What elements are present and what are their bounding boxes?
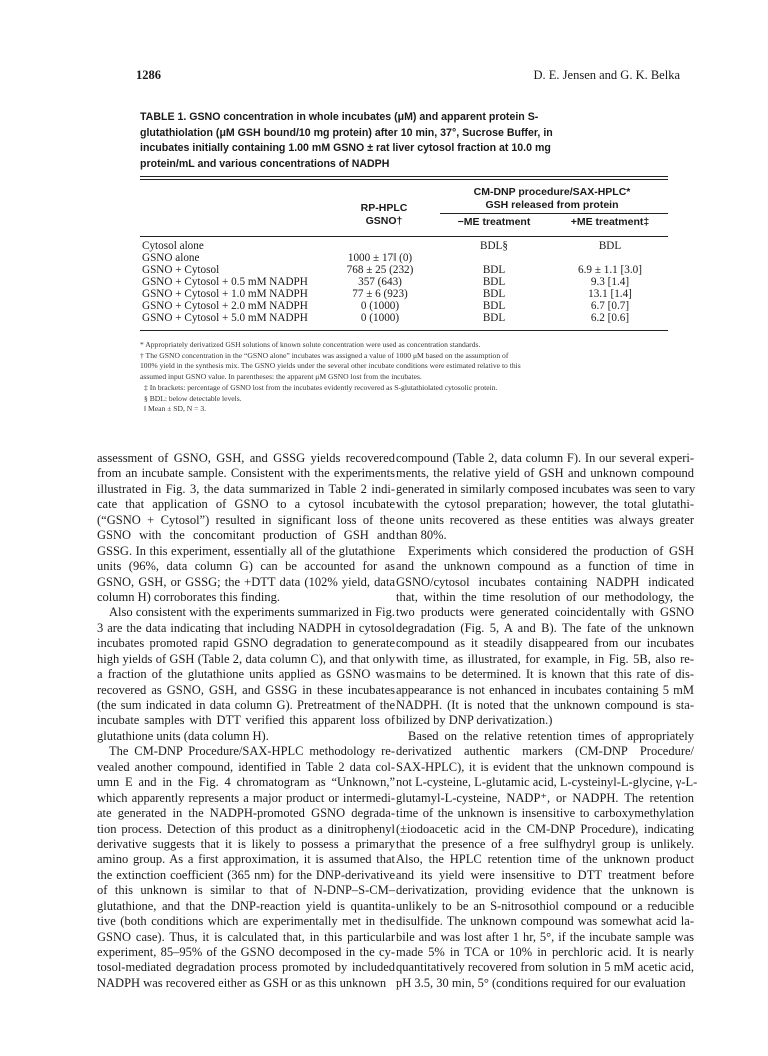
table-row xyxy=(140,240,668,252)
text-line: appearance is not enhanced in incubates containing 5 mM xyxy=(396,682,694,697)
text-line: derivatized authentic markers (CM-DNP Procedure/ xyxy=(396,744,694,759)
text-line: made 5% in TCA or 10% in perchloric acid. It is nearly xyxy=(396,945,694,959)
table-row xyxy=(140,300,668,312)
text-line: The CM-DNP Procedure/SAX-HPLC methodology re- xyxy=(109,744,395,759)
cell-me-minus: BDL xyxy=(482,312,506,324)
running-authors: D. E. Jensen and G. K. Belka xyxy=(533,68,680,82)
table-row xyxy=(140,312,668,324)
text-line: Also, the HPLC retention time of the unknown product xyxy=(396,852,694,867)
cell-me-minus: BDL xyxy=(482,300,506,312)
table-row xyxy=(140,252,668,264)
text-line: a fraction of the glutathione units applied as GSNO was xyxy=(97,667,395,682)
cell-me-minus: BDL xyxy=(482,264,506,276)
text-line: recovered as GSNO, GSH, and GSSG in these incubates xyxy=(97,682,395,697)
cell-me-plus: 6.9 ± 1.1 [3.0] xyxy=(578,264,642,276)
caption-line: TABLE 1. GSNO concentration in whole incubates (μM) and apparent protein S- xyxy=(140,111,539,123)
text-line: amino group. As a first approximation, it is assumed that xyxy=(97,852,395,867)
text-line: that the presence of a free sulfhydryl group is unlikely. xyxy=(396,836,694,851)
text-line: and its yield were insensitive to DTT treatment before xyxy=(396,867,694,882)
text-line: NADPH. (It is noted that the unknown compound is sta- xyxy=(396,698,694,712)
text-line: disulfide. The unknown compound was somewhat acid la- xyxy=(396,914,694,929)
body-column-left xyxy=(97,451,395,991)
header-me-minus: −ME treatment xyxy=(457,216,531,228)
text-line: GSNO, GSH, or GSSG; the +DTT data (102% yield, data xyxy=(97,574,395,589)
cell-me-plus: 9.3 [1.4] xyxy=(590,276,630,288)
cell-condition: GSNO + Cytosol xyxy=(142,264,220,276)
footnote: 100% yield in the synthesis mix. The GSNO yields under the several other incubate conditions were estimated relative to this xyxy=(140,361,521,371)
header-rp-hplc xyxy=(336,202,432,228)
cell-condition: GSNO + Cytosol + 0.5 mM NADPH xyxy=(142,276,308,288)
text-line: incubate samples with DTT verified this apparent loss of xyxy=(97,713,395,728)
table-caption xyxy=(140,110,668,172)
footnote: assumed input GSNO value. In parentheses: the apparent μM GSNO lost from the incubates. xyxy=(140,372,422,382)
text-line: (±iodoacetic acid in the CM-DNP Procedure), indicating xyxy=(396,821,694,836)
cell-rp-hplc: 768 ± 25 (232) xyxy=(346,264,414,276)
cell-rp-hplc: 1000 ± 17‖ (0) xyxy=(347,252,413,264)
header-line: GSNO† xyxy=(365,215,403,227)
header-line: GSH released from protein xyxy=(485,199,619,211)
page-number: 1286 xyxy=(136,68,161,82)
header-cm-dnp-group xyxy=(436,186,668,212)
cell-rp-hplc: 77 ± 6 (923) xyxy=(352,288,408,300)
text-line: Based on the relative retention times of appropriately xyxy=(408,728,694,743)
text-line: bilized by DNP derivatization.) xyxy=(396,713,553,728)
footnote: § BDL: below detectable levels. xyxy=(144,393,242,403)
text-line: GSSG. In this experiment, essentially all of the glutathione xyxy=(97,543,395,558)
table-row xyxy=(140,288,668,300)
text-line: the extinction coefficient (365 nm) for the DNP-derivative xyxy=(97,867,395,882)
text-line: illustrated in Fig. 3, the data summarized in Table 2 indi- xyxy=(97,481,395,496)
text-line: tion process. Detection of this product as a dinitrophenyl xyxy=(97,821,395,836)
running-head xyxy=(136,68,680,84)
text-line: units (96%, data column G) can be accounted for as xyxy=(97,559,395,574)
table-bottom-rule xyxy=(140,330,668,331)
table-header xyxy=(140,182,668,234)
text-line: NADPH was recovered either as GSH or as this unknown xyxy=(97,975,387,990)
text-line: of this unknown is similar to that of N-DNP–S-CM– xyxy=(97,883,395,898)
text-line: glutamyl-L-cysteine, NADP⁺, or NADPH. The retention xyxy=(396,790,694,805)
text-line: (“GSNO + Cytosol”) resulted in significant loss of the xyxy=(97,512,395,527)
text-line: glutathione units (data column H). xyxy=(97,728,269,743)
cell-me-plus: 6.2 [0.6] xyxy=(590,312,630,324)
text-line: tive (both conditions which are experimentally met in the xyxy=(97,914,395,929)
text-line: 3 are the data indicating that including NADPH in cytosol xyxy=(97,620,395,635)
footnote: ‡ In brackets: percentage of GSNO lost from the incubates evidently recovered as S-glutathiolated cytosolic protein. xyxy=(144,382,498,392)
text-line: umn E and in the Fig. 4 chromatogram as “Unknown,” xyxy=(97,775,395,790)
cell-condition: GSNO + Cytosol + 5.0 mM NADPH xyxy=(142,312,308,324)
text-line: and the unknown compound as a function of time in xyxy=(396,559,694,574)
text-line: bile and was lost after 1 hr, 5°, if the incubate sample was xyxy=(396,929,694,944)
text-line: assessment of GSNO, GSH, and GSSG yields recovered xyxy=(97,451,395,465)
header-line: CM-DNP procedure/SAX-HPLC* xyxy=(473,186,631,198)
text-line: compound (Table 2, data column F). In our several experi- xyxy=(396,451,694,465)
text-line: Also consistent with the experiments summarized in Fig. xyxy=(109,605,395,620)
caption-line: glutathiolation (μM GSH bound/10 mg protein) after 10 min, 37°, Sucrose Buffer, in xyxy=(140,126,553,139)
footnote: ‖ Mean ± SD, N = 3. xyxy=(144,404,207,414)
body-column-right xyxy=(396,451,698,991)
text-line: unlikely to be an S-nitrosothiol compound or a reducible xyxy=(396,898,694,913)
text-line: with the cytosol preparation; however, the total glutathi- xyxy=(396,497,694,512)
header-me-plus: +ME treatment‡ xyxy=(570,216,650,228)
text-line: tosol-mediated degradation process promoted by included xyxy=(97,960,395,975)
cell-me-plus: BDL xyxy=(598,240,622,252)
caption-line: incubates initially containing 1.00 mM GSNO ± rat liver cytosol fraction at 10.0 mg xyxy=(140,142,551,154)
text-line: two products were generated coincidentally with GSNO xyxy=(396,605,694,620)
text-line: generated in similarly composed incubates was seen to vary xyxy=(396,481,696,496)
cell-me-minus: BDL§ xyxy=(480,240,508,252)
cell-condition: GSNO + Cytosol + 1.0 mM NADPH xyxy=(142,288,308,300)
text-line: experiment, 85–95% of the GSNO decomposed in the cy- xyxy=(97,945,395,959)
table-row xyxy=(140,264,668,276)
footnote: * Appropriately derivatized GSH solutions of known solute concentration were used as concentration standards. xyxy=(140,340,481,349)
text-line: one units recovered as these entities was always greater xyxy=(396,512,694,527)
table-body xyxy=(140,240,668,324)
text-line: not L-cysteine, L-glutamic acid, L-cysteinyl-L-glycine, γ-L- xyxy=(396,775,698,790)
text-line: column H) corroborates this finding. xyxy=(97,589,280,604)
header-group-rule xyxy=(440,213,668,214)
text-line: that, within the time resolution of our methodology, the xyxy=(396,589,694,604)
header-line: RP-HPLC xyxy=(360,202,408,214)
text-line: pH 3.5, 30 min, 5° (conditions required for our evaluation xyxy=(396,975,686,990)
cell-rp-hplc: 0 (1000) xyxy=(360,312,400,324)
text-line: which apparently represents a major product or intermedi- xyxy=(97,790,395,805)
text-line: derivatization, providing evidence that the unknown is xyxy=(396,883,694,898)
table-top-rule xyxy=(140,176,668,177)
footnote: † The GSNO concentration in the “GSNO alone” incubates was assigned a value of 1000 μM based on the assumption of xyxy=(140,350,509,360)
text-line: with time, as illustrated, for example, in Fig. 5B, also re- xyxy=(396,651,694,666)
text-line: Experiments which considered the production of GSH xyxy=(408,543,694,558)
text-line: from an incubate sample. Consistent with the experiments xyxy=(97,466,395,481)
cell-condition: Cytosol alone xyxy=(142,240,204,252)
text-line: vealed another compound, identified in Table 2 data col- xyxy=(97,759,395,774)
text-line: SAX-HPLC), it is evident that the unknown compound is xyxy=(396,759,694,774)
cell-me-plus: 6.7 [0.7] xyxy=(590,300,630,312)
cell-rp-hplc: 357 (643) xyxy=(358,276,402,288)
caption-line: protein/mL and various concentrations of NADPH xyxy=(140,157,390,170)
cell-condition: GSNO alone xyxy=(142,252,200,264)
text-line: GSNO with the concomitant production of GSH and xyxy=(97,528,395,543)
text-line: compound as it steadily disappeared from our incubates xyxy=(396,636,694,651)
text-line: (the sum indicated in data column G). Pretreatment of the xyxy=(97,698,395,712)
text-line: cate that application of GSNO to a cytosol incubate xyxy=(97,497,395,512)
text-line: quantitatively recovered from solution in 5 mM acetic acid, xyxy=(396,960,694,975)
cell-condition: GSNO + Cytosol + 2.0 mM NADPH xyxy=(142,300,308,312)
table-top-rule-double xyxy=(140,179,668,180)
table-header-rule xyxy=(140,236,668,237)
text-line: ments, the relative yield of GSH and unknown compound xyxy=(396,466,694,481)
cell-me-minus: BDL xyxy=(482,288,506,300)
text-line: glutathione, and that the DNP-reaction yield is quantita- xyxy=(97,898,395,913)
text-line: ate generated in the NADPH-promoted GSNO degrada- xyxy=(97,806,395,821)
text-line: high yields of GSH (Table 2, data column C), and that only xyxy=(97,651,395,666)
text-line: time of the unknown is insensitive to carboxymethylation xyxy=(396,806,694,821)
table-row xyxy=(140,276,668,288)
text-line: GSNO/cytosol incubates containing NADPH indicated xyxy=(396,574,694,589)
text-line: GSNO case). Thus, it is calculated that, in this particular xyxy=(97,929,395,944)
cell-me-plus: 13.1 [1.4] xyxy=(588,288,632,300)
text-line: degradation (Fig. 5, A and B). The fate of the unknown xyxy=(396,620,694,635)
table-footnotes xyxy=(140,340,668,415)
text-line: derivative suggests that it is likely to possess a primary xyxy=(97,836,395,851)
text-line: incubates promoted rapid GSNO degradation to generate xyxy=(97,636,395,651)
cell-me-minus: BDL xyxy=(482,276,506,288)
text-line: than 80%. xyxy=(396,528,447,543)
text-line: mains to be determined. It is known that this rate of dis- xyxy=(396,667,694,682)
cell-rp-hplc: 0 (1000) xyxy=(360,300,400,312)
